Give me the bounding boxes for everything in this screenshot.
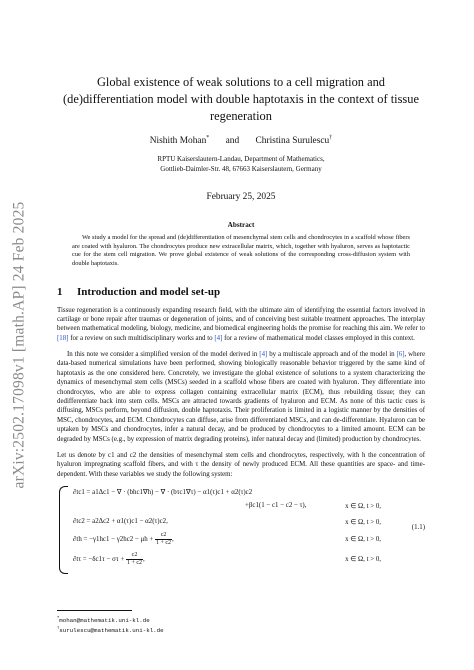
paragraph-2 bbox=[57, 350, 425, 444]
fraction-numerator: c2 bbox=[126, 552, 143, 560]
section-heading bbox=[57, 286, 425, 298]
equation-condition-3: x ∈ Ω, t > 0, bbox=[345, 536, 381, 544]
equation-line-3 bbox=[73, 532, 174, 547]
paragraph-1-text-c: for a review of mathematical model classes employed in this context. bbox=[222, 334, 415, 342]
fraction-denominator: 1 + c2 bbox=[126, 560, 143, 567]
citation-link[interactable]: [4] bbox=[214, 334, 223, 342]
author-second-mark: † bbox=[329, 135, 333, 141]
equation-line-4-end: , bbox=[143, 556, 145, 564]
citation-link[interactable]: [6] bbox=[396, 351, 405, 359]
equation-line-3-fraction bbox=[155, 532, 172, 547]
equation-line-2: ∂tc2 = a2Δc2 + α1(τ)c1 − α2(τ)c2, bbox=[73, 518, 168, 526]
equation-line-3-end: , bbox=[172, 536, 174, 544]
footnote-1-mark: * bbox=[57, 615, 60, 620]
section-title: Introduction and model set-up bbox=[77, 285, 221, 298]
equation-line-3-text: ∂th = −γ1hc1 − γ2hc2 − μh + bbox=[73, 536, 155, 544]
paragraph-1 bbox=[57, 306, 425, 344]
paragraph-2-text-c: , where data-based numerical simulations have been performed, showing biologically reasonable behavior triggered by the same kind of haptotaxis as the one considered here. Concretely, we investigate the global existence of solutions to a system characterizing the dynamics of mesenchymal stem cells (MSCs) seeded in a scaffold whose fibers are coated with hyaluron. They differentiate into chondrocytes, who are able to express collagen containing extracellular matrix (ECM), thus rebuilding tissue; they can dedifferentiate back into stem cells. MSCs are attracted towards gradients of hyaluron and ECM. As none of this tactic cues is diffusing, MSCs perform, beyond diffusion, double haptotaxis. Their proliferation is limited in a logistic manner by the densities of MSC, chondrocytes, and ECM. Chondrocytes can diffuse, arise from differentiated MSCs, and can de-differentiate. Hyaluron can be uptaken by MSCs and chondrocytes, infer a natural decay, and be produced by chondrocytes to a limited amount. ECM can be degraded by MSCs (e.g., by expression of matrix degrading proteins), infer natural decay and (limited) production by chondrocytes. bbox=[57, 351, 425, 443]
equation-line-1-continuation: +βc1(1 − c1 − c2 − τ), bbox=[245, 502, 307, 510]
affiliation bbox=[57, 154, 425, 174]
equation-line-4 bbox=[73, 552, 145, 567]
arxiv-identifier-text: arXiv:2502.17098v1 [math.AP] 24 Feb 2025 bbox=[10, 201, 28, 489]
equation-system bbox=[59, 486, 425, 574]
equation-number: (1.1) bbox=[411, 524, 425, 532]
author-first: Nishith Mohan bbox=[149, 136, 207, 147]
author-second: Christina Surulescu bbox=[255, 136, 330, 147]
equation-condition-2: x ∈ Ω, t > 0, bbox=[345, 519, 381, 527]
affiliation-line-2: Gottlieb-Daimler-Str. 48, 67663 Kaiserslautern, Germany bbox=[160, 165, 322, 174]
paragraph-3: Let us denote by c1 and c2 the densities of mesenchymal stem cells and chondrocytes, respectively, with h the concentration of hyaluron impregnating scaffold fibers, and with τ the density of newly produced ECM. All these quantities are space- and time-dependent. With these variables we study the following system: bbox=[57, 451, 425, 478]
paragraph-2-text-a: In this note we consider a simplified version of the model derived in bbox=[67, 351, 260, 359]
affiliation-line-1: RPTU Kaiserslautern-Landau, Department of Mathematics, bbox=[157, 155, 325, 164]
paragraph-1-text-b: for a review on such multidisciplinary works and to bbox=[68, 334, 215, 342]
footnote-rule bbox=[57, 610, 132, 611]
footnote-2 bbox=[57, 624, 257, 634]
arxiv-identifier-stamp bbox=[8, 180, 30, 510]
footnotes bbox=[57, 610, 257, 634]
author-conjunction: and bbox=[225, 136, 240, 147]
paper-page bbox=[57, 74, 425, 574]
footnote-2-email[interactable]: surulescu@mathematik.uni-kl.de bbox=[59, 626, 164, 634]
equation-line-1: ∂tc1 = a1Δc1 − ∇ · (bhc1∇h) − ∇ · (bτc1∇τ) − α1(τ)c1 + α2(τ)c2 bbox=[73, 489, 253, 497]
equation-brace bbox=[59, 486, 68, 574]
citation-link[interactable]: [4] bbox=[259, 351, 268, 359]
author-line bbox=[57, 135, 425, 146]
paper-date: February 25, 2025 bbox=[206, 192, 276, 203]
abstract-heading: Abstract bbox=[227, 221, 255, 230]
paragraph-2-text-b: by a multiscale approach and of the model in bbox=[267, 351, 397, 359]
footnote-1-email[interactable]: mohan@mathematik.uni-kl.de bbox=[59, 616, 150, 624]
fraction-denominator: 1 + c2 bbox=[156, 540, 172, 547]
paper-title: Global existence of weak solutions to a cell migration and (de)differentiation model with double haptotaxis in the context of tissue regeneration bbox=[63, 75, 419, 123]
footnote-2-mark: † bbox=[57, 624, 60, 630]
author-first-mark: * bbox=[206, 135, 210, 141]
equation-condition-1: x ∈ Ω, t > 0, bbox=[345, 503, 381, 511]
citation-link[interactable]: [18] bbox=[57, 334, 69, 342]
fraction-numerator: c2 bbox=[155, 532, 172, 540]
footnote-1 bbox=[57, 614, 257, 624]
paragraph-1-text-a: Tissue regeneration is a continuously expanding research field, with the ultimate aim of identifying the essential factors involved in cartilage or bone repair after traumas or degeneration of joints, and of conceiving best suitable treatment approaches. The interplay between mathematical modeling, biology, medicine, and biomedical engineering holds the promise for reaching this aim. We refer to bbox=[57, 306, 425, 333]
equation-condition-4: x ∈ Ω, t > 0, bbox=[345, 556, 381, 564]
equation-line-4-text: ∂tτ = −δc1τ − στ + bbox=[73, 556, 126, 564]
equation-line-4-fraction bbox=[126, 552, 143, 567]
section-number: 1 bbox=[57, 285, 63, 298]
abstract-body: We study a model for the spread and (de)differentiation of mesenchymal stem cells and chondrocytes in a scaffold whose fibers are coated with hyaluron. The chondrocytes produce new extracellular matrix, which, together with hyaluron, serves as haptotactic cue for the stem cell migration. We prove global existence of weak solutions of the corresponding cross-diffusion system with double haptotaxis. bbox=[72, 234, 410, 267]
